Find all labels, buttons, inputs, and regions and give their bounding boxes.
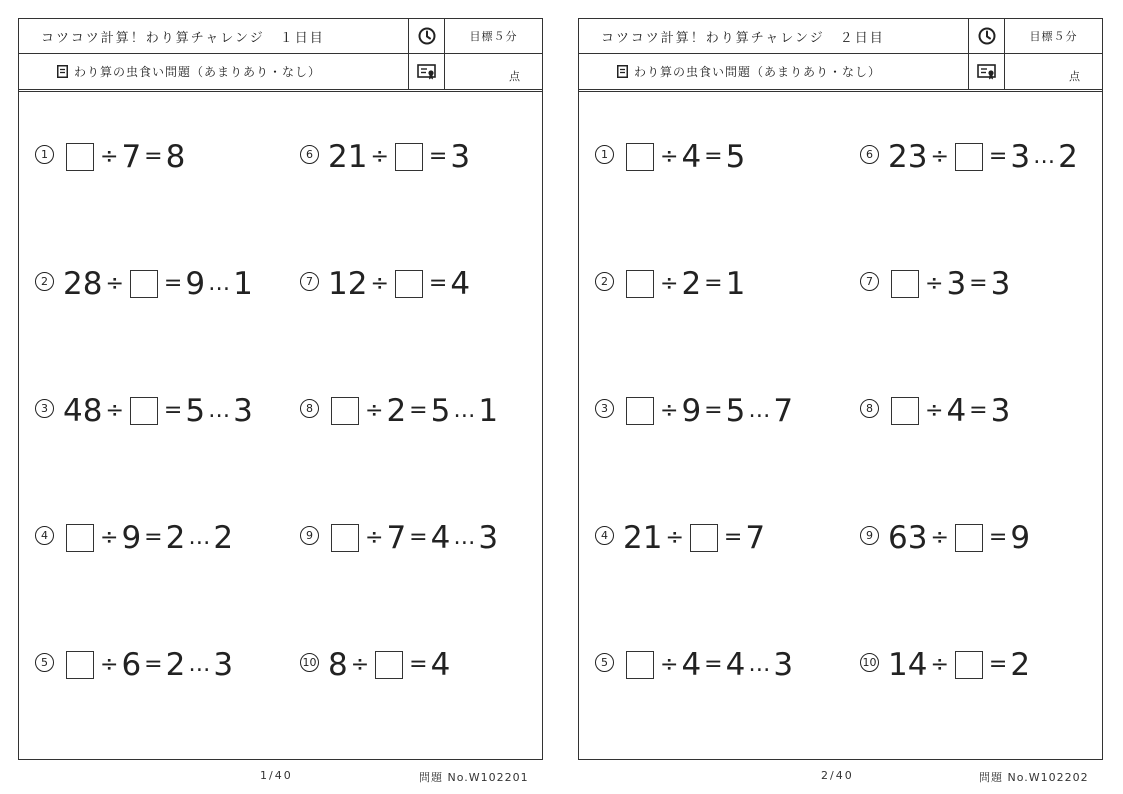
answer-box[interactable] [955, 524, 983, 552]
quotient: 5 [725, 138, 746, 175]
problem-number-badge: 5 [35, 653, 54, 672]
divide-sign: ÷ [660, 271, 679, 296]
problem-item [579, 92, 842, 219]
divide-sign: ÷ [105, 398, 124, 423]
quotient: 4 [430, 646, 451, 683]
clock-icon [969, 19, 1005, 54]
divisor: 4 [681, 646, 702, 683]
answer-box[interactable] [955, 143, 983, 171]
worksheet-subtitle: わり算の虫食い問題（あまりあり・なし） [19, 54, 409, 89]
answer-box[interactable] [891, 397, 919, 425]
problem-grid [579, 92, 1102, 727]
dividend: 21 [328, 138, 368, 175]
remainder-sign: … [188, 525, 211, 550]
equals-sign: = [704, 271, 723, 296]
dividend: 28 [63, 265, 103, 302]
remainder: 7 [773, 392, 794, 429]
worksheet-day-1 [18, 18, 543, 760]
problem-number-badge: 1 [595, 145, 614, 164]
quotient: 4 [450, 265, 471, 302]
divide-sign: ÷ [925, 271, 944, 296]
problem-item [579, 473, 842, 600]
equals-sign: = [163, 271, 183, 296]
remainder: 3 [213, 646, 234, 683]
problem-item [842, 219, 1102, 346]
quotient: 5 [430, 392, 451, 429]
problem-number-badge: 3 [35, 399, 54, 418]
problem-number-badge: 10 [860, 653, 879, 672]
divide-sign: ÷ [365, 525, 384, 550]
problem-number-badge: 5 [595, 653, 614, 672]
answer-box[interactable] [626, 143, 654, 171]
problem-item [579, 219, 842, 346]
quotient: 5 [185, 392, 206, 429]
remainder-sign: … [1033, 144, 1056, 169]
worksheet-title: コツコツ計算！わり算チャレンジ １日目 [19, 19, 409, 54]
problem-item [842, 346, 1102, 473]
quotient: 3 [450, 138, 471, 175]
quotient: 8 [165, 138, 186, 175]
remainder-sign: … [453, 525, 476, 550]
remainder-sign: … [208, 398, 231, 423]
answer-box[interactable] [375, 651, 403, 679]
dividend: 63 [888, 519, 928, 556]
equals-sign: = [409, 652, 428, 677]
divisor: 4 [946, 392, 967, 429]
problem-number-badge: 1 [35, 145, 54, 164]
divide-sign: ÷ [930, 652, 949, 677]
answer-box[interactable] [626, 270, 654, 298]
dividend: 23 [888, 138, 928, 175]
score-field[interactable]: 点 [509, 70, 520, 83]
document-icon [617, 65, 628, 78]
remainder-sign: … [748, 398, 771, 423]
problem-item [19, 346, 282, 473]
problem-item [19, 219, 282, 346]
quotient: 4 [725, 646, 746, 683]
divide-sign: ÷ [370, 144, 389, 169]
answer-box[interactable] [395, 270, 423, 298]
answer-box[interactable] [66, 651, 94, 679]
problem-grid [19, 92, 542, 727]
quotient: 9 [1010, 519, 1031, 556]
problem-column [282, 92, 542, 727]
problem-number-badge: 4 [595, 526, 614, 545]
remainder-sign: … [188, 652, 211, 677]
divide-sign: ÷ [105, 271, 124, 296]
remainder-sign: … [748, 652, 771, 677]
problem-item [19, 473, 282, 600]
page-number: 2/40 [821, 769, 854, 782]
equals-sign: = [988, 525, 1008, 550]
page-number: 1/40 [260, 769, 293, 782]
remainder: 3 [773, 646, 794, 683]
answer-box[interactable] [395, 143, 423, 171]
divisor: 7 [121, 138, 142, 175]
divide-sign: ÷ [365, 398, 384, 423]
problem-number-badge: 6 [860, 145, 879, 164]
problem-number-badge: 7 [860, 272, 879, 291]
divisor: 2 [386, 392, 407, 429]
problem-number-badge: 6 [300, 145, 319, 164]
goal-time: 目標５分 [445, 19, 542, 54]
answer-box[interactable] [331, 397, 359, 425]
equals-sign: = [704, 652, 723, 677]
problem-item [282, 600, 542, 727]
divide-sign: ÷ [100, 144, 119, 169]
dividend: 48 [63, 392, 103, 429]
equals-sign: = [988, 652, 1008, 677]
problem-number-badge: 7 [300, 272, 319, 291]
answer-box[interactable] [626, 397, 654, 425]
problem-item [842, 600, 1102, 727]
problem-number-badge: 8 [860, 399, 879, 418]
dividend: 8 [328, 646, 348, 683]
problem-number: 問題 No.W102201 [419, 771, 529, 784]
equals-sign: = [428, 144, 448, 169]
worksheet-header [19, 19, 542, 92]
problem-item [19, 92, 282, 219]
dividend: 14 [888, 646, 928, 683]
problem-number: 問題 No.W102202 [979, 771, 1089, 784]
remainder: 1 [478, 392, 499, 429]
equals-sign: = [969, 271, 988, 296]
score-certificate-icon [409, 54, 445, 89]
problem-number-badge: 9 [300, 526, 319, 545]
problem-item [282, 346, 542, 473]
problem-item [579, 600, 842, 727]
equals-sign: = [723, 525, 743, 550]
divisor: 2 [681, 265, 702, 302]
divide-sign: ÷ [350, 652, 370, 677]
worksheet-subtitle: わり算の虫食い問題（あまりあり・なし） [579, 54, 969, 89]
divisor: 3 [946, 265, 967, 302]
problem-item [282, 219, 542, 346]
answer-box[interactable] [130, 397, 158, 425]
quotient: 4 [430, 519, 451, 556]
problem-item [842, 473, 1102, 600]
dividend: 12 [328, 265, 368, 302]
divisor: 9 [681, 392, 702, 429]
answer-box[interactable] [130, 270, 158, 298]
answer-box[interactable] [331, 524, 359, 552]
quotient: 3 [990, 265, 1011, 302]
clock-icon [409, 19, 445, 54]
remainder-sign: … [208, 271, 231, 296]
worksheet-title: コツコツ計算！わり算チャレンジ ２日目 [579, 19, 969, 54]
goal-time: 目標５分 [1005, 19, 1102, 54]
score-certificate-icon [969, 54, 1005, 89]
equals-sign: = [144, 525, 163, 550]
divide-sign: ÷ [660, 144, 679, 169]
remainder: 3 [478, 519, 499, 556]
quotient: 3 [1010, 138, 1031, 175]
problem-number-badge: 4 [35, 526, 54, 545]
divisor: 6 [121, 646, 142, 683]
equals-sign: = [969, 398, 988, 423]
equals-sign: = [704, 144, 723, 169]
divide-sign: ÷ [925, 398, 944, 423]
dividend: 21 [623, 519, 663, 556]
remainder-sign: … [453, 398, 476, 423]
quotient: 1 [725, 265, 746, 302]
quotient: 2 [165, 519, 186, 556]
equals-sign: = [409, 525, 428, 550]
problem-column [579, 92, 842, 727]
equals-sign: = [409, 398, 428, 423]
divide-sign: ÷ [660, 652, 679, 677]
remainder: 2 [213, 519, 234, 556]
answer-box[interactable] [66, 143, 94, 171]
problem-item [282, 473, 542, 600]
divide-sign: ÷ [930, 525, 949, 550]
divisor: 7 [386, 519, 407, 556]
divisor: 4 [681, 138, 702, 175]
divisor: 9 [121, 519, 142, 556]
remainder: 2 [1058, 138, 1078, 175]
equals-sign: = [428, 271, 448, 296]
quotient: 7 [745, 519, 766, 556]
equals-sign: = [163, 398, 183, 423]
quotient: 9 [185, 265, 206, 302]
worksheet-day-2 [578, 18, 1103, 760]
divide-sign: ÷ [370, 271, 389, 296]
problem-number-badge: 2 [35, 272, 54, 291]
document-icon [57, 65, 68, 78]
answer-box[interactable] [891, 270, 919, 298]
equals-sign: = [704, 398, 723, 423]
answer-box[interactable] [955, 651, 983, 679]
quotient: 2 [165, 646, 186, 683]
problem-number-badge: 3 [595, 399, 614, 418]
answer-box[interactable] [626, 651, 654, 679]
answer-box[interactable] [690, 524, 718, 552]
problem-item [579, 346, 842, 473]
problem-column [842, 92, 1102, 727]
problem-column [19, 92, 282, 727]
equals-sign: = [988, 144, 1008, 169]
divide-sign: ÷ [100, 525, 119, 550]
problem-number-badge: 9 [860, 526, 879, 545]
divide-sign: ÷ [660, 398, 679, 423]
quotient: 5 [725, 392, 746, 429]
problem-number-badge: 10 [300, 653, 319, 672]
remainder: 3 [233, 392, 253, 429]
score-field[interactable]: 点 [1069, 70, 1080, 83]
quotient: 3 [990, 392, 1011, 429]
quotient: 2 [1010, 646, 1031, 683]
divide-sign: ÷ [665, 525, 684, 550]
equals-sign: = [144, 144, 163, 169]
problem-item [842, 92, 1102, 219]
divide-sign: ÷ [100, 652, 119, 677]
equals-sign: = [144, 652, 163, 677]
divide-sign: ÷ [930, 144, 949, 169]
problem-item [282, 92, 542, 219]
answer-box[interactable] [66, 524, 94, 552]
worksheet-header [579, 19, 1102, 92]
problem-number-badge: 8 [300, 399, 319, 418]
problem-number-badge: 2 [595, 272, 614, 291]
problem-item [19, 600, 282, 727]
remainder: 1 [233, 265, 253, 302]
